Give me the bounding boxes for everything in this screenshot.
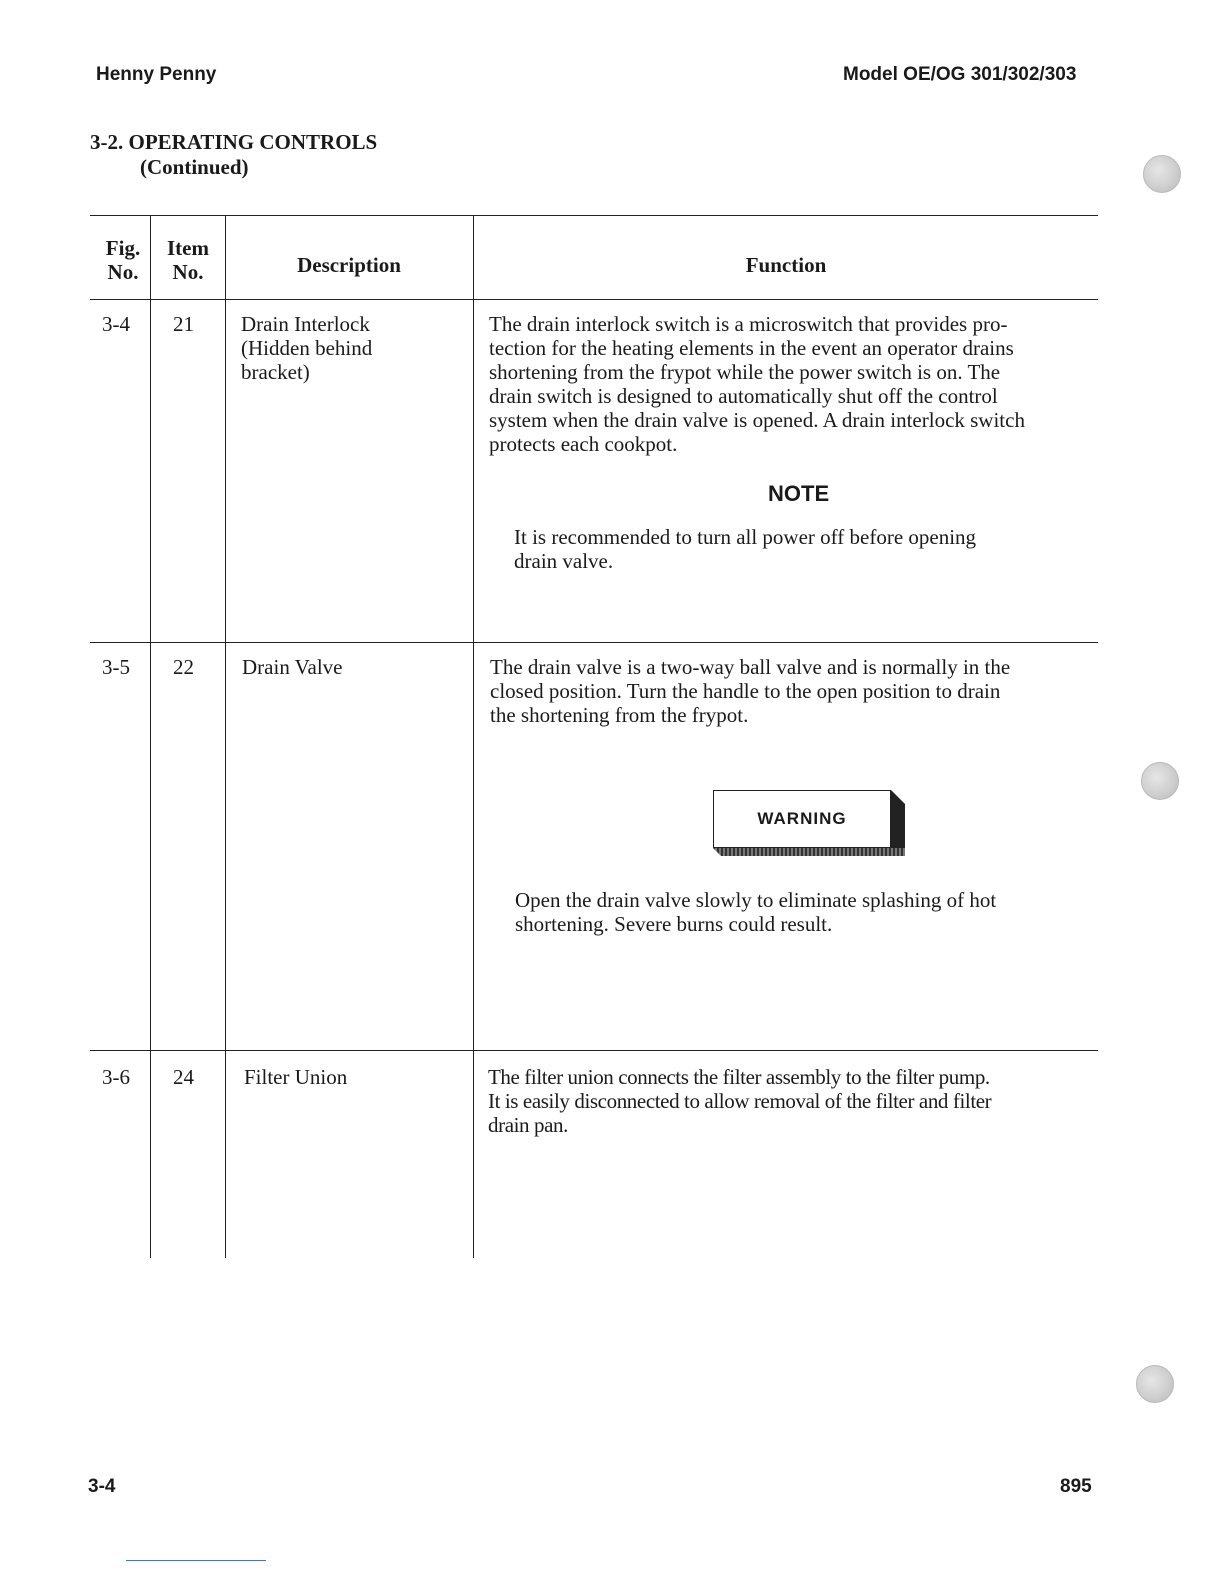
row-fig-no: 3-4 [102,312,130,336]
note-text: It is recommended to turn all power off before opening drain valve. [514,525,977,573]
row-item-no: 24 [173,1065,194,1089]
warning-text: Open the drain valve slowly to eliminate splashing of hot shortening. Severe burns could result. [515,888,997,936]
row-fig-no: 3-6 [102,1065,130,1089]
section-title: 3-2. OPERATING CONTROLS [90,130,378,154]
footer-page-number: 3-4 [88,1476,116,1497]
table-header-rule [90,299,1098,300]
scan-artifact-line [126,1560,266,1561]
row-item-no: 21 [173,312,194,336]
row-function: The drain interlock switch is a microswitch that provides pro- tection for the heating elements in the event an operator drains shortening from the frypot while the power switch is on. The drain switch is designed to automatically shut off the control system when the drain valve is opened. A drain interlock switch protects each cookpot. [489,312,1025,456]
footer-document-number: 895 [1060,1476,1092,1497]
row-fig-no: 3-5 [102,655,130,679]
row-function: The filter union connects the filter assembly to the filter pump. It is easily disconnected to allow removal of the filter and filter drain pan. [488,1065,992,1137]
row-separator [90,1050,1098,1051]
binder-hole [1136,1365,1174,1403]
column-header-fig-no: Fig. No. [105,236,141,284]
header-model: Model OE/OG 301/302/303 [843,64,1077,85]
binder-hole [1141,762,1179,800]
binder-hole [1143,155,1181,193]
warning-box-shadow [713,848,905,856]
column-header-function: Function [745,253,827,277]
row-description: Filter Union [244,1065,348,1089]
column-header-description: Description [297,253,401,277]
header-manufacturer: Henny Penny [96,64,217,85]
column-divider [150,215,151,1258]
row-function: The drain valve is a two-way ball valve and is normally in the closed position. Turn the handle to the open position to drain the shortening from the frypot. [490,655,1011,727]
column-divider [473,215,474,1258]
row-separator [90,642,1098,643]
row-description: Drain Valve [242,655,343,679]
table-top-rule [90,215,1098,216]
row-description: Drain Interlock (Hidden behind bracket) [241,312,373,384]
section-heading [90,130,377,180]
note-heading: NOTE [768,481,830,506]
column-divider [225,215,226,1258]
warning-box-shadow [891,790,905,856]
row-item-no: 22 [173,655,194,679]
section-continued: (Continued) [140,155,249,179]
column-header-item-no: Item No. [167,236,209,284]
warning-label: WARNING [713,790,891,848]
